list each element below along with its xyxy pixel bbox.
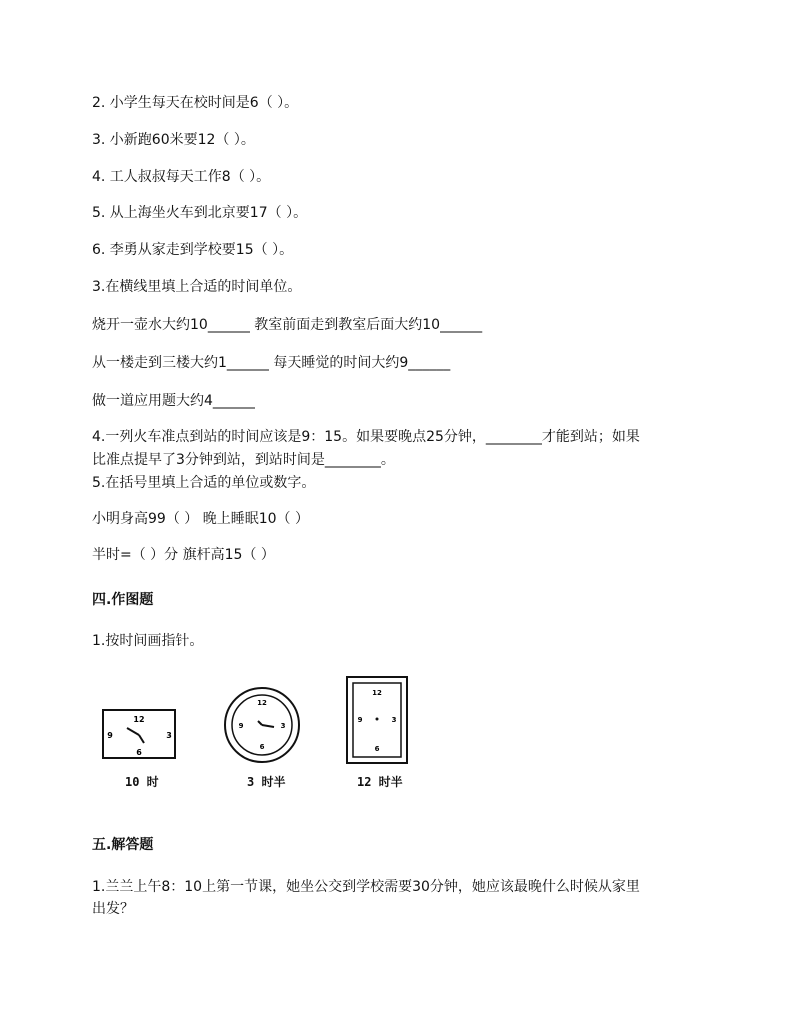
- clock-label-12-30: 12 时半: [357, 775, 403, 789]
- clock-numeral-3: 3: [280, 722, 286, 730]
- clock-numeral-12: 12: [372, 689, 382, 697]
- fill-row-2: 从一楼走到三楼大约1______ 每天睡觉的时间大约9______: [92, 355, 451, 371]
- clock-hand: [258, 721, 262, 725]
- drawing-question-1: 1.按时间画指针。: [92, 633, 204, 649]
- fill-row-3: 做一道应用题大约4______: [92, 393, 255, 409]
- section-5-title: 5.在括号里填上合适的单位或数字。: [92, 475, 316, 491]
- clock-numeral-6: 6: [136, 748, 142, 757]
- clock-numeral-6: 6: [374, 745, 380, 753]
- clock-label-3-30: 3 时半: [247, 775, 286, 789]
- rectangular-clock-icon: [100, 705, 180, 765]
- clock-hand: [127, 728, 139, 735]
- clock-numeral-9: 9: [238, 722, 244, 730]
- question-3: 3. 小新跑60米要12（ ）。: [92, 132, 255, 148]
- fill-row-1: 烧开一壶水大约10______ 教室前面走到教室后面大约10______: [92, 317, 483, 333]
- clock-12-30[interactable]: [345, 675, 409, 765]
- answer-question-1-line-1: 1.兰兰上午8：10上第一节课，她坐公交到学校需要30分钟，她应该最晚什么时候从家里: [92, 879, 640, 895]
- clock-numeral-12: 12: [133, 715, 145, 724]
- clock-numeral-3: 3: [391, 716, 397, 724]
- drawing-section-heading: 四.作图题: [92, 592, 154, 608]
- tall-clock-icon: [345, 675, 409, 765]
- clock-hand: [139, 735, 144, 743]
- clock-numeral-9: 9: [107, 731, 113, 740]
- clock-numeral-9: 9: [357, 716, 363, 724]
- clock-hand: [262, 725, 274, 727]
- units-row-2: 半时=（ ）分 旗杆高15（ ）: [92, 547, 275, 563]
- clock-label-10: 10 时: [125, 775, 159, 789]
- clock-numeral-3: 3: [166, 731, 172, 740]
- question-2: 2. 小学生每天在校时间是6（ ）。: [92, 95, 299, 111]
- units-row-1: 小明身高99（ ） 晚上睡眠10（ ）: [92, 511, 309, 527]
- clock-numeral-12: 12: [257, 699, 267, 707]
- train-question-line-1: 4.一列火车准点到站的时间应该是9：15。如果要晚点25分钟，________才能到站；如果: [92, 429, 640, 445]
- train-question-line-2: 比准点提早了3分钟到站，到站时间是________。: [92, 452, 395, 468]
- answer-section-heading: 五.解答题: [92, 837, 154, 853]
- round-clock-icon: [222, 685, 302, 765]
- section-3-title: 3.在横线里填上合适的时间单位。: [92, 279, 302, 295]
- question-4: 4. 工人叔叔每天工作8（ ）。: [92, 169, 271, 185]
- question-6: 6. 李勇从家走到学校要15（ ）。: [92, 242, 294, 258]
- clock-3-30[interactable]: [222, 685, 302, 765]
- question-5: 5. 从上海坐火车到北京要17（ ）。: [92, 205, 308, 221]
- answer-question-1-line-2: 出发？: [92, 901, 134, 917]
- clock-10[interactable]: [100, 705, 180, 765]
- clock-numeral-6: 6: [259, 743, 265, 751]
